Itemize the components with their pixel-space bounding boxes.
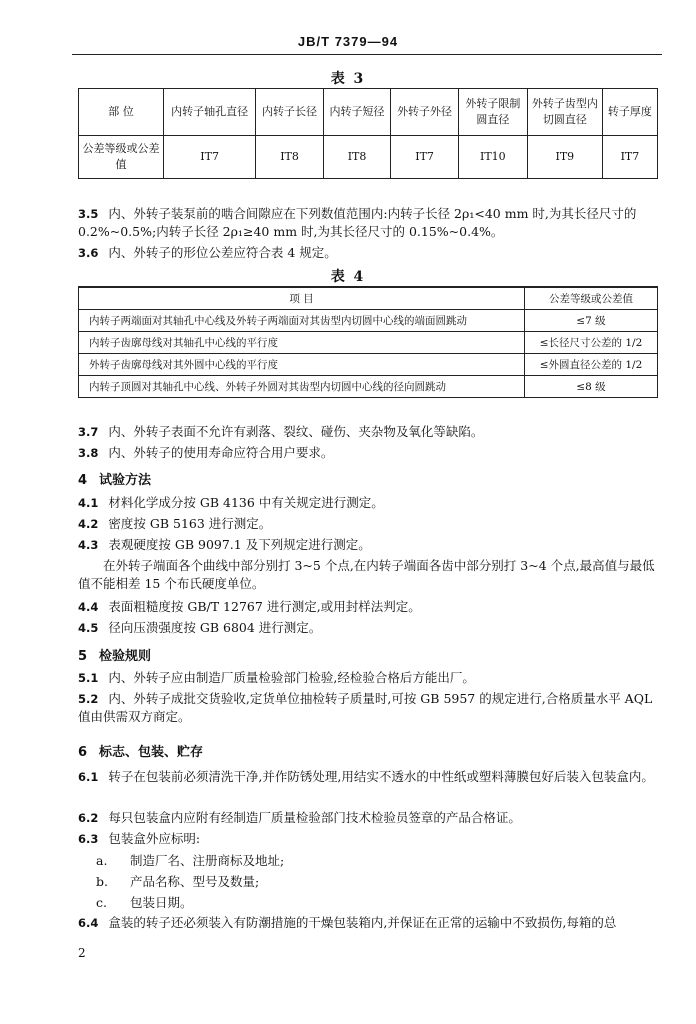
list-marker: c. [96, 895, 107, 910]
clause-text: 包装盒外应标明: [108, 831, 201, 846]
table-3 [78, 88, 658, 179]
paragraph-5-1 [78, 669, 660, 687]
list-item [96, 893, 193, 911]
list-text: 制造厂名、注册商标及地址; [130, 853, 285, 868]
table4-item: 外转子齿廓母线对其外圆中心线的平行度 [79, 354, 525, 376]
table3-caption: 表 3 [330, 71, 366, 87]
clause-text: 表面粗糙度按 GB/T 12767 进行测定,或用封样法判定。 [108, 599, 421, 614]
list-item [96, 851, 284, 869]
list-marker: a. [96, 853, 108, 868]
clause-number: 3.8 [78, 446, 99, 460]
table4-row [79, 332, 658, 354]
clause-number: 3.5 [78, 207, 99, 221]
page-number: 2 [78, 946, 86, 960]
section-number: 6 [78, 745, 88, 760]
table3-header-cell: 转子厚度 [602, 89, 657, 136]
table3-cell: IT7 [391, 136, 459, 179]
table3-header-cell: 部 位 [79, 89, 164, 136]
list-text: 产品名称、型号及数量; [130, 874, 260, 889]
paragraph-6-4 [78, 914, 660, 932]
header-rule [72, 54, 662, 55]
paragraph-4-3 [78, 536, 660, 554]
clause-number: 6.3 [78, 832, 99, 846]
clause-number: 5.2 [78, 692, 99, 706]
table4-item: 内转子两端面对其轴孔中心线及外转子两端面对其齿型内切圆中心线的端面圆跳动 [79, 310, 525, 332]
table4-header-value: 公差等级或公差值 [525, 287, 658, 310]
paragraph-4-1 [78, 494, 660, 512]
clause-text: 内、外转子应由制造厂质量检验部门检验,经检验合格后方能出厂。 [108, 670, 475, 685]
list-marker: b. [96, 874, 108, 889]
clause-number: 4.3 [78, 538, 99, 552]
clause-text: 径向压溃强度按 GB 6804 进行测定。 [108, 620, 322, 635]
table4-row [79, 354, 658, 376]
section-5-heading [78, 645, 151, 664]
clause-number: 4.1 [78, 496, 99, 510]
table4-caption: 表 4 [330, 269, 366, 285]
table4-value: ≤8 级 [525, 376, 658, 398]
paragraph-3-8 [78, 444, 660, 462]
clause-text: 盒装的转子还必须装入有防潮措施的干燥包装箱内,并保证在正常的运输中不致损伤,每箱的总 [108, 915, 617, 930]
section-6-heading [78, 741, 203, 760]
clause-number: 6.4 [78, 916, 99, 930]
section-title: 试验方法 [99, 473, 152, 488]
clause-number: 4.4 [78, 600, 99, 614]
section-number: 4 [78, 473, 88, 488]
table3-header-cell: 外转子限制圆直径 [458, 89, 527, 136]
table3-cell: IT7 [602, 136, 657, 179]
clause-number: 6.2 [78, 811, 99, 825]
table3-header-cell: 外转子外径 [391, 89, 459, 136]
clause-text: 内、外转子装泵前的啮合间隙应在下列数值范围内:内转子长径 2ρ₁<40 mm 时,为其长径尺寸的 0.2%~0.5%;内转子长径 2ρ₁≥40 mm 时,为其长径尺寸的 0.15%~0.4%。 [78, 206, 637, 239]
table4-row [79, 376, 658, 398]
section-number: 5 [78, 649, 88, 664]
document-header: JB/T 7379—94 [297, 34, 399, 49]
table4-row [79, 310, 658, 332]
table-4 [78, 286, 658, 398]
clause-number: 3.7 [78, 425, 99, 439]
table3-cell: IT9 [527, 136, 602, 179]
clause-text: 内、外转子的形位公差应符合表 4 规定。 [108, 245, 337, 260]
paragraph-6-1 [78, 768, 660, 786]
clause-text: 密度按 GB 5163 进行测定。 [108, 516, 272, 531]
table3-cell: IT10 [458, 136, 527, 179]
clause-text: 内、外转子表面不允许有剥落、裂纹、碰伤、夹杂物及氧化等缺陷。 [108, 424, 484, 439]
paragraph-4-2 [78, 515, 660, 533]
table4-item: 内转子齿廓母线对其轴孔中心线的平行度 [79, 332, 525, 354]
table3-header-cell: 内转子轴孔直径 [164, 89, 256, 136]
paragraph-6-2 [78, 809, 660, 827]
section-title: 标志、包装、贮存 [99, 745, 204, 760]
clause-number: 3.6 [78, 246, 99, 260]
paragraph-3-6 [78, 244, 660, 262]
table4-value: ≤外圆直径公差的 1/2 [525, 354, 658, 376]
table4-value: ≤长径尺寸公差的 1/2 [525, 332, 658, 354]
list-item [96, 872, 259, 890]
table4-item: 内转子顶圆对其轴孔中心线、外转子外圆对其齿型内切圆中心线的径向圆跳动 [79, 376, 525, 398]
section-title: 检验规则 [99, 649, 152, 664]
section-4-heading [78, 469, 151, 488]
paragraph-4-4 [78, 598, 660, 616]
paragraph-4-5 [78, 619, 660, 637]
table3-header-cell: 外转子齿型内切圆直径 [527, 89, 602, 136]
table4-header-item: 项 目 [79, 287, 525, 310]
table4-header-row [79, 287, 658, 310]
table3-cell: IT7 [164, 136, 256, 179]
table4-value: ≤7 级 [525, 310, 658, 332]
clause-number: 6.1 [78, 770, 99, 784]
clause-number: 5.1 [78, 671, 99, 685]
table3-header-cell: 内转子短径 [323, 89, 391, 136]
paragraph-3-7 [78, 423, 660, 441]
table3-header-row [79, 89, 658, 136]
paragraph-4-3-detail: 在外转子端面各个曲线中部分别打 3~5 个点,在内转子端面各齿中部分别打 3~4 个点,最高值与最低值不能相差 15 个布氏硬度单位。 [78, 558, 655, 591]
table3-row-label: 公差等级或公差值 [79, 136, 164, 179]
table3-cell: IT8 [256, 136, 324, 179]
clause-text: 每只包装盒内应附有经制造厂质量检验部门技术检验员签章的产品合格证。 [108, 810, 521, 825]
clause-text: 转子在包装前必须清洗干净,并作防锈处理,用结实不透水的中性纸或塑料薄膜包好后装入包装盒内。 [108, 769, 654, 784]
clause-text: 内、外转子成批交货验收,定货单位抽检转子质量时,可按 GB 5957 的规定进行,合格质量水平 AQL 值由供需双方商定。 [78, 691, 653, 724]
table3-cell: IT8 [323, 136, 391, 179]
list-text: 包装日期。 [130, 895, 193, 910]
paragraph-3-5 [78, 205, 660, 241]
table3-row [79, 136, 658, 179]
paragraph-6-3 [78, 830, 660, 848]
clause-text: 内、外转子的使用寿命应符合用户要求。 [108, 445, 334, 460]
clause-text: 表观硬度按 GB 9097.1 及下列规定进行测定。 [108, 537, 371, 552]
clause-number: 4.5 [78, 621, 99, 635]
table3-header-cell: 内转子长径 [256, 89, 324, 136]
clause-text: 材料化学成分按 GB 4136 中有关规定进行测定。 [108, 495, 384, 510]
clause-number: 4.2 [78, 517, 99, 531]
paragraph-5-2 [78, 690, 660, 726]
